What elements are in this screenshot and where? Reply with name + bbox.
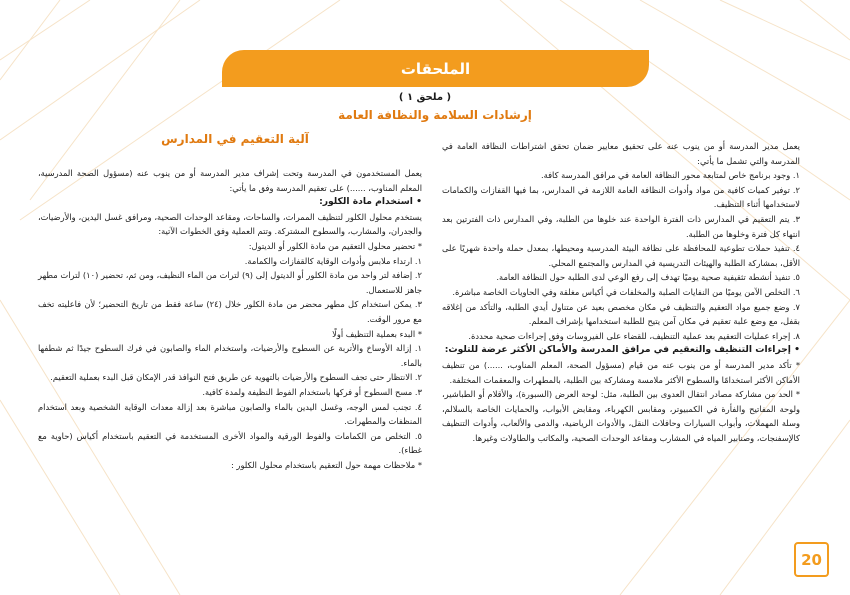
list-item: يستخدم محلول الكلور لتنظيف الممرات، والساحات، ومقاعد الوحدات الصحية، ومرافق غسل اليدين، والأرضيات، والجدران، والمشارب، والسطوح المشتركة. وتتم العملية وفق الخطوات الآتية: — [38, 211, 422, 237]
list-item: * تأكد مدير المدرسة أو من ينوب عنه من قيام (مسؤول الصحة، المعلم المناوب، ......) من تنظيف الأماكن الأكثر استخدامًا والسطوح الأكثر ملامسة ومشاركة بين الطلبة، بالمطهرات والمعقمات المختلفة. — [442, 359, 800, 385]
banner-title: الملحقات — [400, 59, 471, 78]
list-item: ٥. التخلص من الكمامات والفوط الورقية والمواد الأخرى المستخدمة في التعقيم باستخدام أكياس (حاوية مع غطاء). — [38, 430, 422, 456]
list-item: ٢. إضافة لتر واحد من مادة الكلور أو الديتول إلى (٩) لترات من الماء النظيف، ومن ثم، تحضير (١٠) لترات مطهر جاهز للاستعمال. — [38, 270, 423, 295]
list-item: ١. إزالة الأوساخ والأتربة عن السطوح والأرضيات، واستخدام الماء والصابون في فرك السطوح جيدًا ثم شطفها بالماء. — [38, 343, 422, 368]
list-item: ٧. وضع جميع مواد التعقيم والتنظيف في مكان مخصص بعيد عن متناول أيدي الطلبة، والتأكد من إغلاقه بقفل، مع وضع علبة تعقيم في مكان آمن يتيح للطلبة استخدامها بإشراف المعلم. — [442, 301, 800, 327]
list-item: * الحد من مشاركة مصادر انتقال العدوى بين الطلبة، مثل: لوحة العرض (السبورة)، والأقلام أو الطباشير، ولوحة المفاتيح والفأرة في الكمبيوتر، ومقابس الكهرباء، ومقابض الأبواب، والحمايات الخاصة بالسلالم، وسلة المهملات، وأبواب السيارات وحافلات النقل، والأدوات الرياضية، والدمى والألعاب، وأدوات التنظيف كالإسفنجات، وصنابير المياه في المشارب ومقاعد الوحدات الصحية، والمكاتب والطاولات وغيرها. — [442, 389, 800, 443]
list-item: ٣. مسح السطوح أو فركها باستخدام الفوط النظيفة ولمدة كافية. — [202, 386, 422, 397]
annexes-banner — [222, 50, 649, 87]
list-item: ٨. إجراء عمليات التعقيم بعد عملية التنظيف، للقضاء على الفيروسات وفق إجراءات صحية محددة. — [468, 330, 800, 341]
annex-label: ( ملحق ١ ) — [398, 92, 452, 103]
list-item: ٦. التخلص الآمن يوميًا من النفايات الصلبة والمخلفات في أكياس مغلقة وفي الحاويات الخاصة مباشرة. — [452, 286, 800, 297]
list-item: * البدء بعملية التنظيف أولًا — [332, 328, 422, 339]
paragraph: يعمل المستخدمون في المدرسة وتحت إشراف مدير المدرسة أو من ينوب عنه (مسؤول الصحة المدرسية، المعلم المناوب، ......) على تعقيم المدرسة وفق ما يأتي: — [38, 168, 422, 193]
list-item: ٢. الانتظار حتى تجف السطوح والأرضيات بالتهوية عن طريق فتح النوافذ قدر الإمكان قبل البدء بعملية التعقيم. — [50, 372, 422, 383]
subtitle: آلية التعقيم في المدارس — [161, 132, 309, 146]
list-item: * ملاحظات مهمة حول التعقيم باستخدام محلول الكلور : — [231, 459, 422, 470]
left-column — [38, 166, 422, 472]
list-item: ٣. يتم التعقيم في المدارس ذات الفترة الواحدة عند خلوها من الطلبة، وفي المدارس ذات الفترتين بعد انتهاء كل فترة وخلوها من الطلبة. — [442, 213, 800, 239]
list-item: ١. وجود برنامج خاص لمتابعة محور النظافة العامة في مرافق المدرسة كافة. — [540, 170, 800, 181]
section-title: إرشادات السلامة والنظافة العامة — [338, 108, 532, 122]
right-column — [442, 139, 800, 445]
list-item: ٢. توفير كميات كافية من مواد وأدوات النظافة العامة اللازمة في المدارس، بما فيها القفازات والكمامات لاستخدامها أثناء التنظيف. — [442, 184, 800, 210]
list-item: ٥. تنفيذ أنشطة تثقيفية صحية يوميًا تهدف إلى رفع الوعي لدى الطلبة حول النظافة العامة. — [496, 272, 800, 283]
list-item: ٣. يمكن استخدام كل مطهر محضر من مادة الكلور خلال (٢٤) ساعة فقط من تاريخ التحضير؛ لأن فاعليته تخف مع مرور الوقت. — [38, 299, 422, 324]
page-number: 20 — [794, 542, 829, 577]
list-item: ١. ارتداء ملابس وأدوات الوقاية كالقفازات والكمامة. — [244, 255, 422, 266]
paragraph: يعمل مدير المدرسة أو من ينوب عنه على تحقيق معايير ضمان تحقق اشتراطات النظافة العامة في المدرسة والتي تشمل ما يأتي: — [442, 141, 800, 166]
list-item: ٤. تنفيذ حملات تطوعية للمحافظة على نظافة البيئة المدرسية ومحيطها، بمعدل حملة واحدة شهريًا على الأقل، بمشاركة الطلبة والهيئات التدريسية في المدارس والمجتمع المحلي. — [442, 243, 800, 268]
chlorine-heading: • استخدام مادة الكلور: — [319, 196, 422, 208]
cleaning-heading: • إجراءات التنظيف والتعقيم في مرافق المدرسة والأماكن الأكثر عرضة للتلوث: — [444, 344, 800, 356]
list-item: ٤. تجنب لمس الوجه، وغسل اليدين بالماء والصابون مباشرة بعد إزالة معدات الوقاية الشخصية وبعد استخدام المنظفات والمطهرات. — [38, 401, 422, 427]
list-item: * تحضير محلول التعقيم من مادة الكلور أو الديتول: — [248, 240, 422, 251]
